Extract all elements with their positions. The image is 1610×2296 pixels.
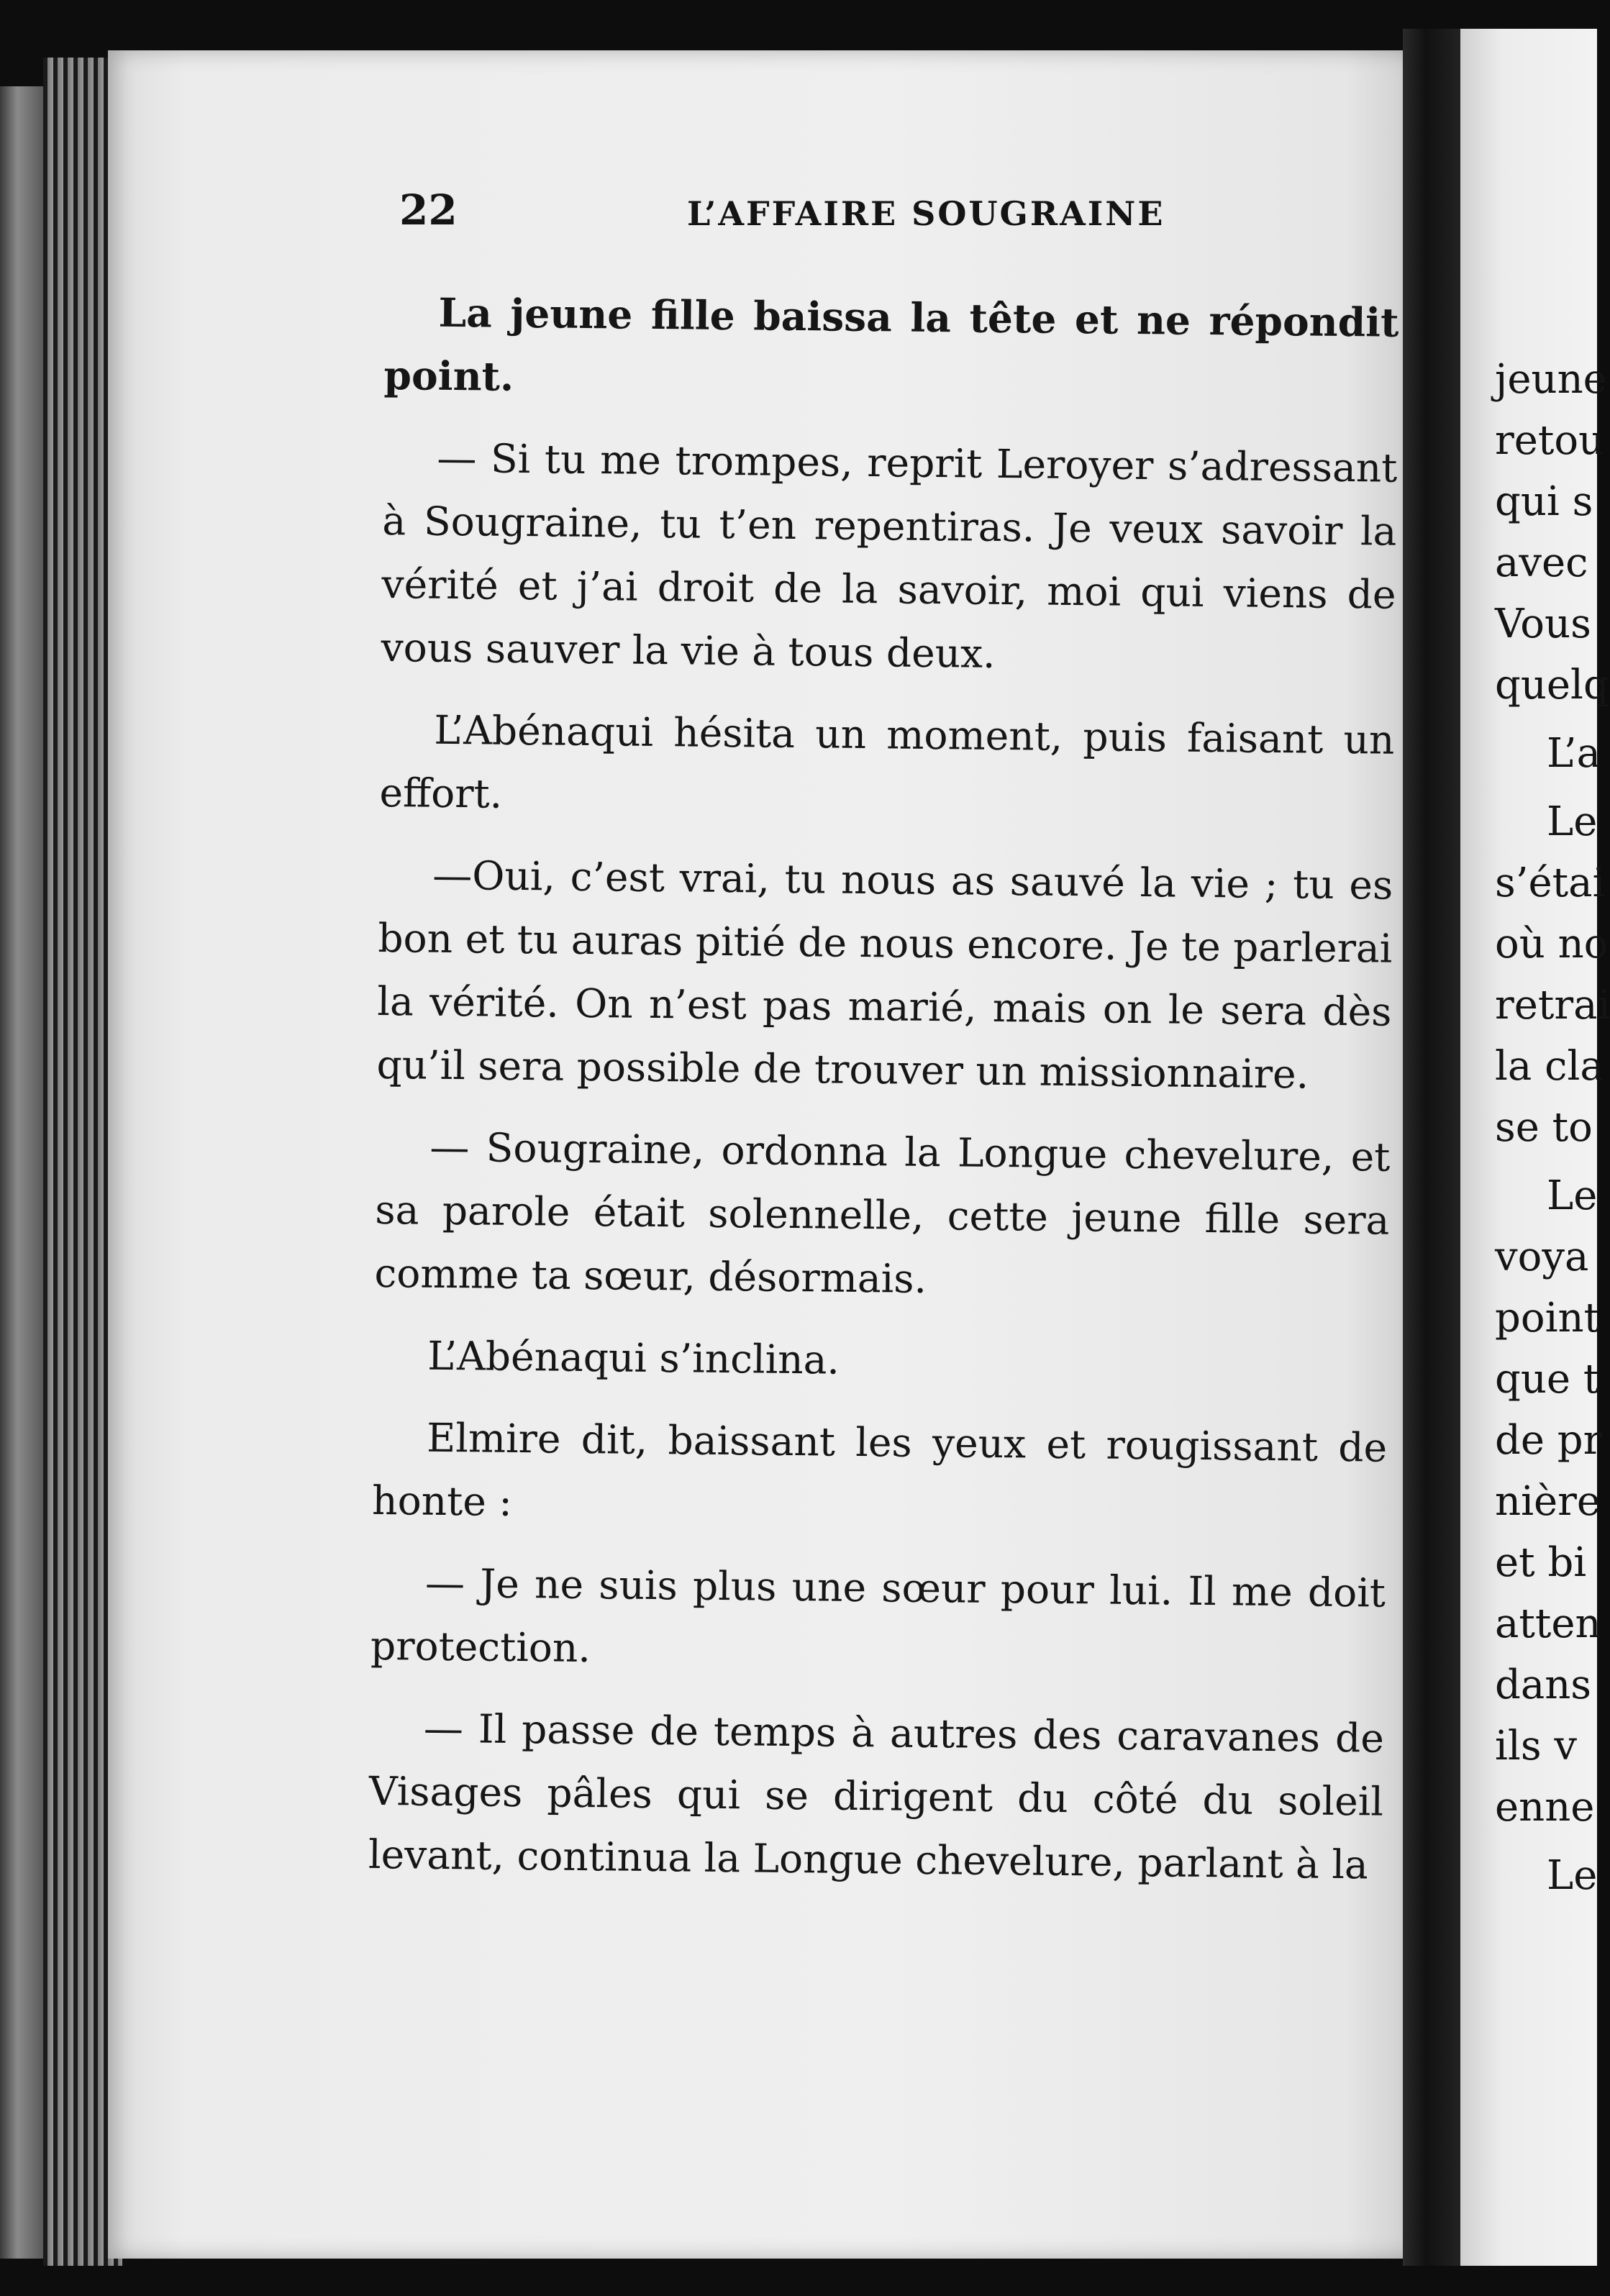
- facing-page-fragment: Le: [1547, 1852, 1598, 1899]
- facing-page-fragment: avec: [1495, 539, 1588, 586]
- paragraph: — Si tu me trompes, reprit Leroyer s’adressant à Sougraine, tu t’en repentiras. Je veux savoir la vérité et j’ai droit de la savoir, moi qui viens de vous sauver la vie à tous deux.: [381, 434, 1398, 677]
- facing-page-fragment: qui s: [1495, 478, 1593, 525]
- book-cover-edge: [0, 86, 43, 2259]
- book-gutter: [1403, 29, 1460, 2266]
- facing-page-fragment: jeune: [1495, 356, 1607, 403]
- facing-page-fragment: se to: [1495, 1104, 1593, 1151]
- paragraph: Elmire dit, baissant les yeux et rougissant de honte :: [371, 1414, 1388, 1525]
- running-title: L’AFFAIRE SOUGRAINE: [687, 194, 1165, 233]
- facing-page-fragment: s’étai: [1495, 860, 1606, 906]
- paragraph: — Il passe de temps à autres des caravanes de Visages pâles qui se dirigent du côté du soleil levant, continua la Longue chevelure, parlant à la: [368, 1705, 1385, 1888]
- facing-page-fragment: et bi: [1495, 1539, 1587, 1586]
- facing-page-fragment: Vous: [1495, 601, 1591, 647]
- paragraph: — Je ne suis plus une sœur pour lui. Il me doit protection.: [370, 1559, 1386, 1672]
- facing-page-fragment: que t: [1495, 1356, 1600, 1403]
- facing-page-fragment: où no: [1495, 921, 1609, 967]
- facing-page-fragment: de pr: [1495, 1417, 1603, 1464]
- paragraph: La jeune fille baissa la tête et ne répondit point.: [383, 288, 1399, 400]
- facing-page-fragment: Le: [1547, 798, 1598, 845]
- facing-page-fragment: point: [1495, 1295, 1601, 1341]
- paragraph: L’Abénaqui hésita un moment, puis faisant un effort.: [379, 706, 1395, 817]
- facing-page-fragment: dans: [1495, 1662, 1592, 1708]
- facing-page-fragment: L’a: [1547, 730, 1601, 777]
- facing-page-fragment: enne: [1495, 1784, 1595, 1831]
- facing-page-fragment: voya: [1495, 1234, 1589, 1280]
- facing-page-fragment: Le: [1547, 1172, 1598, 1219]
- facing-page-fragment: retrai: [1495, 982, 1610, 1029]
- paragraph: —Oui, c’est vrai, tu nous as sauvé la vie ; tu es bon et tu auras pitié de nous encore. Je te parlerai la vérité. On n’est pas marié, mais on le sera dès qu’il sera possible de trouver un missionnaire.: [376, 852, 1393, 1098]
- facing-page-fragment: quelq: [1495, 662, 1609, 709]
- facing-page-fragment: nière: [1495, 1478, 1601, 1525]
- paragraph: — Sougraine, ordonna la Longue chevelure, et sa parole était solennelle, cette jeune fille sera comme ta sœur, désormais.: [374, 1124, 1391, 1302]
- facing-page-fragment: ils v: [1495, 1723, 1577, 1769]
- facing-page-fragment: la cla: [1495, 1043, 1604, 1090]
- facing-page-fragment: retou: [1495, 417, 1605, 464]
- paragraph: L’Abénaqui s’inclina.: [427, 1332, 840, 1383]
- page-number: 22: [399, 186, 458, 234]
- body-text: [368, 281, 1399, 1915]
- facing-page-edge: [1460, 29, 1610, 2266]
- facing-page-fragment: atten: [1495, 1600, 1601, 1647]
